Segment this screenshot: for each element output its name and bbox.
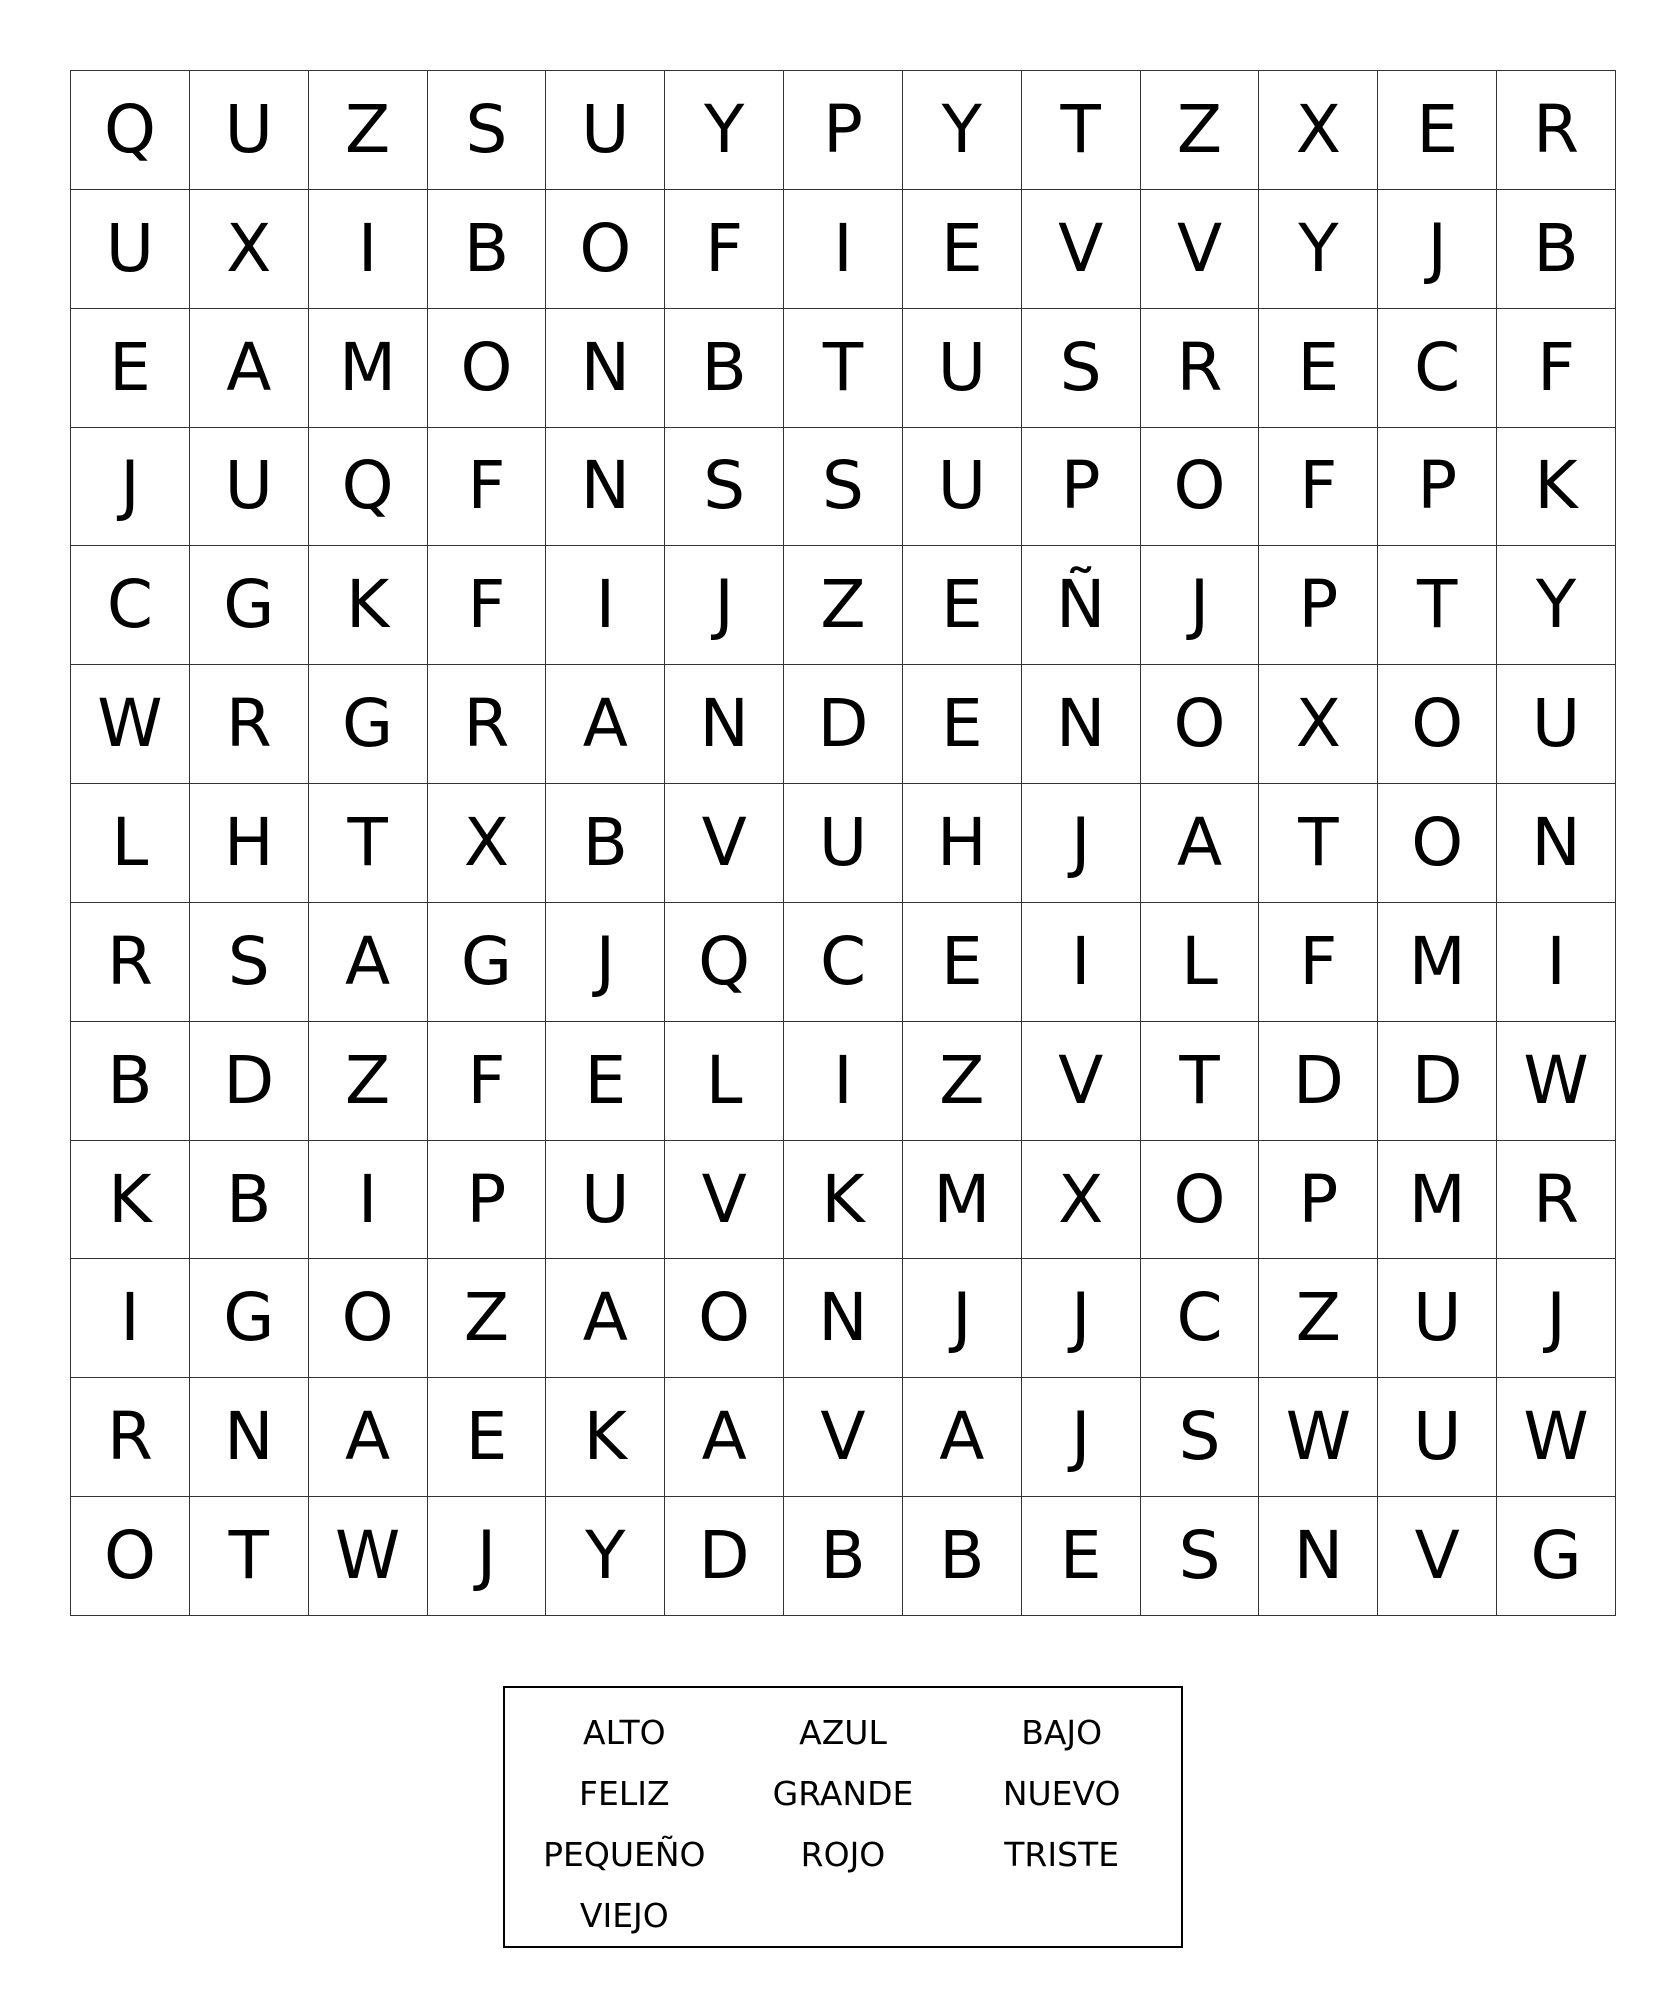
grid-cell[interactable]: Z xyxy=(1259,1259,1378,1378)
grid-cell[interactable]: F xyxy=(665,190,784,309)
grid-cell[interactable]: E xyxy=(546,1022,665,1141)
grid-cell[interactable]: B xyxy=(903,1497,1022,1616)
grid-cell[interactable]: R xyxy=(428,665,547,784)
grid-cell[interactable]: N xyxy=(546,309,665,428)
grid-cell[interactable]: G xyxy=(428,903,547,1022)
grid-cell[interactable]: O xyxy=(428,309,547,428)
grid-cell[interactable]: J xyxy=(1141,546,1260,665)
grid-cell[interactable]: V xyxy=(1378,1497,1497,1616)
grid-cell[interactable]: R xyxy=(1141,309,1260,428)
grid-cell[interactable]: S xyxy=(1022,309,1141,428)
grid-cell[interactable]: N xyxy=(190,1378,309,1497)
grid-cell[interactable]: R xyxy=(190,665,309,784)
word-bank-item: AZUL xyxy=(799,1713,887,1752)
grid-cell[interactable]: K xyxy=(309,546,428,665)
grid-cell[interactable]: V xyxy=(1022,190,1141,309)
grid-cell[interactable]: J xyxy=(71,428,190,547)
grid-cell[interactable]: Y xyxy=(665,71,784,190)
grid-cell[interactable]: X xyxy=(190,190,309,309)
grid-cell[interactable]: W xyxy=(71,665,190,784)
grid-cell[interactable]: U xyxy=(71,190,190,309)
word-bank-item: TRISTE xyxy=(1004,1835,1120,1874)
grid-cell[interactable]: K xyxy=(784,1141,903,1260)
grid-cell[interactable]: Y xyxy=(546,1497,665,1616)
grid-cell[interactable]: K xyxy=(1497,428,1616,547)
grid-cell[interactable]: K xyxy=(546,1378,665,1497)
grid-cell[interactable]: O xyxy=(1141,428,1260,547)
grid-cell[interactable]: Q xyxy=(665,903,784,1022)
grid-cell[interactable]: G xyxy=(1497,1497,1616,1616)
grid-cell[interactable]: X xyxy=(1022,1141,1141,1260)
grid-cell[interactable]: O xyxy=(71,1497,190,1616)
grid-cell[interactable]: F xyxy=(428,428,547,547)
grid-cell[interactable]: Y xyxy=(1497,546,1616,665)
grid-cell[interactable]: O xyxy=(1141,665,1260,784)
grid-cell[interactable]: D xyxy=(190,1022,309,1141)
grid-cell[interactable]: Y xyxy=(903,71,1022,190)
grid-cell[interactable]: T xyxy=(309,784,428,903)
grid-cell[interactable]: J xyxy=(903,1259,1022,1378)
grid-cell[interactable]: V xyxy=(665,784,784,903)
grid-cell[interactable]: N xyxy=(1259,1497,1378,1616)
grid-cell[interactable]: J xyxy=(428,1497,547,1616)
word-bank-item: ALTO xyxy=(583,1713,666,1752)
grid-cell[interactable]: Z xyxy=(1141,71,1260,190)
letter-grid xyxy=(70,70,1616,1616)
grid-cell[interactable]: S xyxy=(784,428,903,547)
grid-cell[interactable]: U xyxy=(784,784,903,903)
grid-cell[interactable]: S xyxy=(1141,1497,1260,1616)
grid-cell[interactable]: P xyxy=(1378,428,1497,547)
grid-cell[interactable]: E xyxy=(903,665,1022,784)
grid-cell[interactable]: J xyxy=(1022,1259,1141,1378)
grid-cell[interactable]: K xyxy=(71,1141,190,1260)
grid-cell[interactable]: D xyxy=(1259,1022,1378,1141)
grid-cell[interactable]: B xyxy=(190,1141,309,1260)
grid-cell[interactable]: I xyxy=(784,190,903,309)
grid-cell[interactable]: N xyxy=(784,1259,903,1378)
grid-cell[interactable]: W xyxy=(1497,1378,1616,1497)
grid-cell[interactable]: V xyxy=(665,1141,784,1260)
grid-cell[interactable]: Ñ xyxy=(1022,546,1141,665)
grid-cell[interactable]: M xyxy=(903,1141,1022,1260)
grid-cell[interactable]: G xyxy=(190,1259,309,1378)
grid-cell[interactable]: B xyxy=(428,190,547,309)
word-bank-item: NUEVO xyxy=(1002,1774,1121,1813)
grid-cell[interactable]: F xyxy=(1259,428,1378,547)
grid-cell[interactable]: G xyxy=(190,546,309,665)
grid-cell[interactable]: B xyxy=(71,1022,190,1141)
grid-cell[interactable]: Z xyxy=(428,1259,547,1378)
grid-cell[interactable]: J xyxy=(1022,1378,1141,1497)
grid-cell[interactable]: Z xyxy=(903,1022,1022,1141)
grid-cell[interactable]: B xyxy=(665,309,784,428)
grid-cell[interactable]: A xyxy=(903,1378,1022,1497)
word-bank xyxy=(503,1686,1183,1948)
grid-cell[interactable]: U xyxy=(903,428,1022,547)
grid-cell[interactable]: X xyxy=(428,784,547,903)
grid-cell[interactable]: S xyxy=(665,428,784,547)
grid-cell[interactable]: X xyxy=(1259,665,1378,784)
grid-cell[interactable]: M xyxy=(1378,1141,1497,1260)
grid-cell[interactable]: R xyxy=(1497,71,1616,190)
grid-cell[interactable]: T xyxy=(1022,71,1141,190)
grid-cell[interactable]: A xyxy=(309,903,428,1022)
grid-cell[interactable]: H xyxy=(903,784,1022,903)
grid-cell[interactable]: D xyxy=(665,1497,784,1616)
grid-cell[interactable]: S xyxy=(190,903,309,1022)
grid-cell[interactable]: I xyxy=(784,1022,903,1141)
grid-cell[interactable]: U xyxy=(903,309,1022,428)
grid-cell[interactable]: G xyxy=(309,665,428,784)
grid-cell[interactable]: L xyxy=(71,784,190,903)
grid-cell[interactable]: P xyxy=(784,71,903,190)
grid-cell[interactable]: S xyxy=(1141,1378,1260,1497)
grid-cell[interactable]: R xyxy=(71,903,190,1022)
grid-cell[interactable]: U xyxy=(1378,1259,1497,1378)
grid-cell[interactable]: O xyxy=(1378,665,1497,784)
grid-cell[interactable]: I xyxy=(71,1259,190,1378)
grid-cell[interactable]: W xyxy=(309,1497,428,1616)
grid-cell[interactable]: A xyxy=(546,1259,665,1378)
grid-cell[interactable]: F xyxy=(1259,903,1378,1022)
grid-cell[interactable]: A xyxy=(665,1378,784,1497)
grid-cell[interactable]: P xyxy=(1259,546,1378,665)
grid-cell[interactable]: U xyxy=(1378,1378,1497,1497)
grid-cell[interactable]: P xyxy=(428,1141,547,1260)
grid-cell[interactable]: S xyxy=(428,71,547,190)
grid-cell[interactable]: E xyxy=(1022,1497,1141,1616)
grid-cell[interactable]: I xyxy=(1022,903,1141,1022)
grid-cell[interactable]: O xyxy=(546,190,665,309)
grid-cell[interactable]: J xyxy=(1378,190,1497,309)
grid-cell[interactable]: N xyxy=(1497,784,1616,903)
grid-cell[interactable]: V xyxy=(1022,1022,1141,1141)
grid-cell[interactable]: D xyxy=(1378,1022,1497,1141)
grid-cell[interactable]: I xyxy=(309,1141,428,1260)
grid-cell[interactable]: I xyxy=(546,546,665,665)
word-bank-item: VIEJO xyxy=(579,1896,669,1935)
grid-cell[interactable]: F xyxy=(428,1022,547,1141)
grid-cell[interactable]: N xyxy=(546,428,665,547)
grid-cell[interactable]: E xyxy=(903,190,1022,309)
grid-cell[interactable]: B xyxy=(546,784,665,903)
grid-cell[interactable]: J xyxy=(1022,784,1141,903)
grid-cell[interactable]: Z xyxy=(309,71,428,190)
grid-cell[interactable]: J xyxy=(665,546,784,665)
grid-cell[interactable]: J xyxy=(1497,1259,1616,1378)
grid-cell[interactable]: U xyxy=(546,71,665,190)
grid-cell[interactable]: V xyxy=(1141,190,1260,309)
grid-cell[interactable]: F xyxy=(428,546,547,665)
word-bank-item: GRANDE xyxy=(772,1774,914,1813)
grid-cell[interactable]: L xyxy=(1141,903,1260,1022)
grid-cell[interactable]: M xyxy=(309,309,428,428)
grid-cell[interactable]: Q xyxy=(309,428,428,547)
grid-cell[interactable]: L xyxy=(665,1022,784,1141)
grid-cell[interactable]: H xyxy=(190,784,309,903)
grid-cell[interactable]: B xyxy=(1497,190,1616,309)
grid-cell[interactable]: E xyxy=(903,903,1022,1022)
grid-cell[interactable]: V xyxy=(784,1378,903,1497)
grid-cell[interactable]: Y xyxy=(1259,190,1378,309)
grid-cell[interactable]: E xyxy=(1378,71,1497,190)
grid-cell[interactable]: A xyxy=(1141,784,1260,903)
grid-cell[interactable]: E xyxy=(903,546,1022,665)
grid-cell[interactable]: F xyxy=(1497,309,1616,428)
grid-cell[interactable]: T xyxy=(1141,1022,1260,1141)
grid-cell[interactable]: O xyxy=(1141,1141,1260,1260)
grid-cell[interactable]: I xyxy=(309,190,428,309)
grid-cell[interactable]: M xyxy=(1378,903,1497,1022)
grid-cell[interactable]: D xyxy=(784,665,903,784)
grid-cell[interactable]: J xyxy=(546,903,665,1022)
grid-cell[interactable]: I xyxy=(1497,903,1616,1022)
grid-cell[interactable]: O xyxy=(665,1259,784,1378)
word-bank-item: ROJO xyxy=(800,1835,886,1874)
grid-cell[interactable]: U xyxy=(546,1141,665,1260)
grid-cell[interactable]: A xyxy=(546,665,665,784)
word-bank-item: BAJO xyxy=(1021,1713,1103,1752)
grid-cell[interactable]: C xyxy=(71,546,190,665)
grid-cell[interactable]: U xyxy=(1497,665,1616,784)
grid-cell[interactable]: E xyxy=(428,1378,547,1497)
grid-cell[interactable]: C xyxy=(1378,309,1497,428)
grid-cell[interactable]: U xyxy=(190,71,309,190)
grid-cell[interactable]: T xyxy=(190,1497,309,1616)
word-bank-item: FELIZ xyxy=(579,1774,670,1813)
grid-cell[interactable]: T xyxy=(1259,784,1378,903)
grid-cell[interactable]: C xyxy=(1141,1259,1260,1378)
grid-cell[interactable]: O xyxy=(1378,784,1497,903)
grid-cell[interactable]: W xyxy=(1497,1022,1616,1141)
grid-cell[interactable]: P xyxy=(1022,428,1141,547)
grid-cell[interactable]: A xyxy=(190,309,309,428)
grid-cell[interactable]: Z xyxy=(784,546,903,665)
grid-cell[interactable]: U xyxy=(190,428,309,547)
grid-cell[interactable]: W xyxy=(1259,1378,1378,1497)
grid-cell[interactable]: Q xyxy=(71,71,190,190)
grid-cell[interactable]: O xyxy=(309,1259,428,1378)
grid-cell[interactable]: B xyxy=(784,1497,903,1616)
grid-cell[interactable]: E xyxy=(71,309,190,428)
grid-cell[interactable]: N xyxy=(665,665,784,784)
grid-cell[interactable]: R xyxy=(1497,1141,1616,1260)
grid-cell[interactable]: Z xyxy=(309,1022,428,1141)
grid-cell[interactable]: R xyxy=(71,1378,190,1497)
word-bank-item: PEQUEÑO xyxy=(543,1835,706,1874)
grid-cell[interactable]: A xyxy=(309,1378,428,1497)
grid-cell[interactable]: E xyxy=(1259,309,1378,428)
grid-cell[interactable]: P xyxy=(1259,1141,1378,1260)
grid-cell[interactable]: X xyxy=(1259,71,1378,190)
grid-cell[interactable]: C xyxy=(784,903,903,1022)
grid-cell[interactable]: T xyxy=(784,309,903,428)
grid-cell[interactable]: N xyxy=(1022,665,1141,784)
grid-cell[interactable]: T xyxy=(1378,546,1497,665)
